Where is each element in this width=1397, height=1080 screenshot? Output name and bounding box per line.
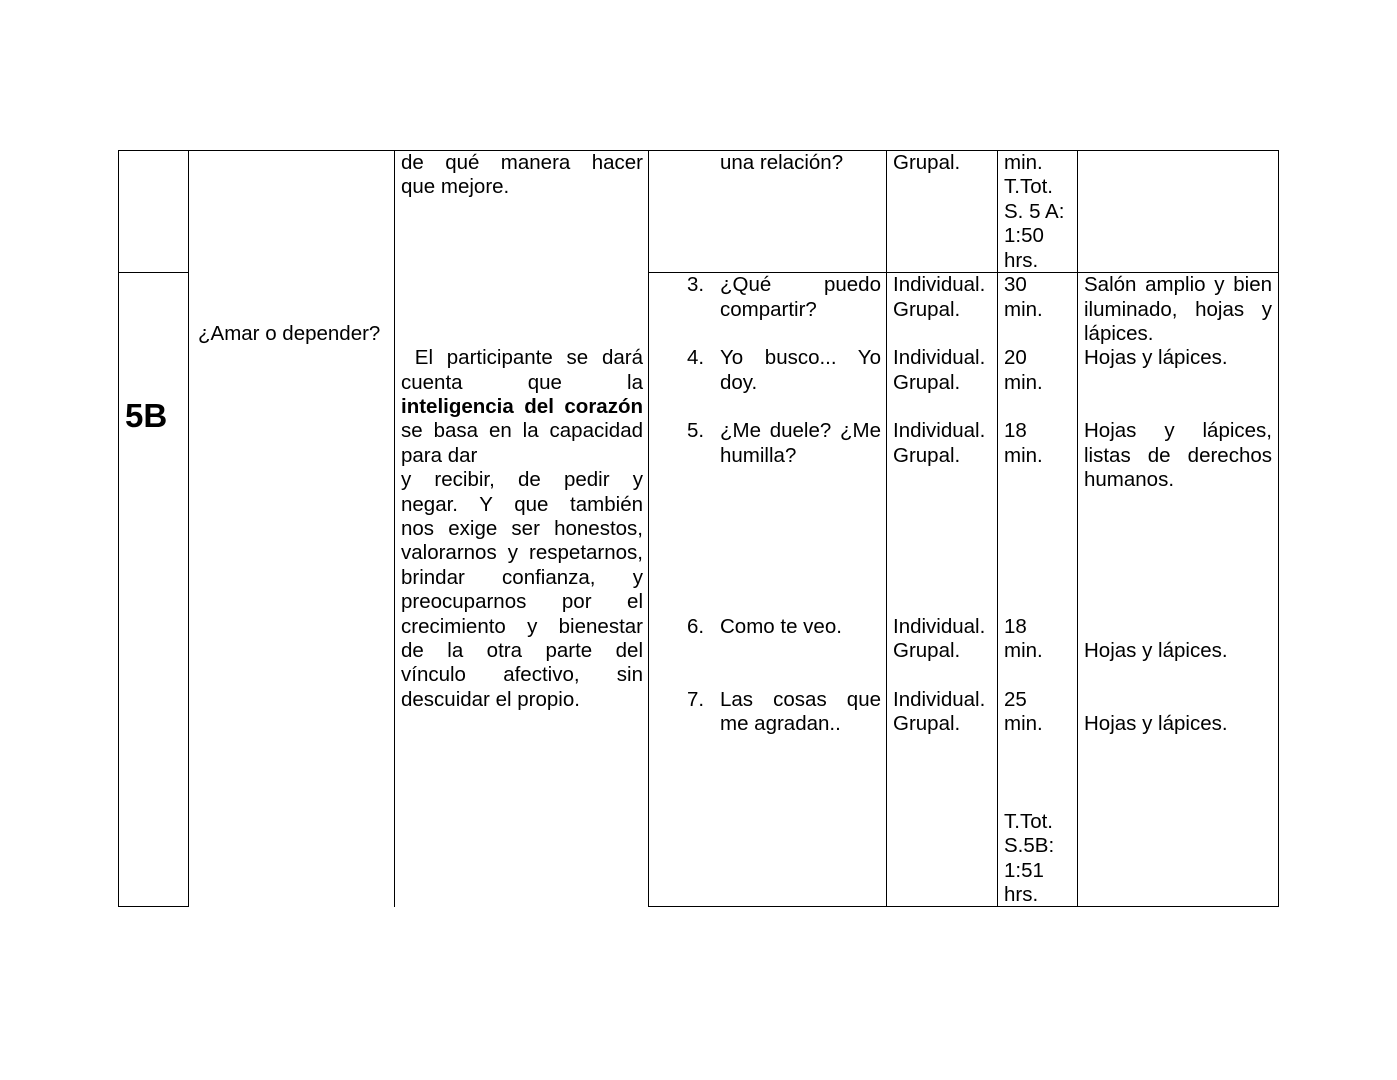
- prev-time-line: min.: [1004, 151, 1043, 174]
- activity-number: 3.: [687, 273, 705, 297]
- prev-time-line: S. 5 A:: [1004, 199, 1065, 223]
- objective-line: El participante se dará: [401, 346, 643, 370]
- objective-line-bold: inteligencia del corazón: [401, 395, 643, 418]
- total-time-line: hrs.: [1004, 883, 1039, 906]
- activity-mode: Grupal.: [893, 443, 961, 467]
- prev-time-line: T.Tot.: [1004, 175, 1053, 199]
- objective-line: nos exige ser honestos,: [401, 517, 643, 540]
- objective-prev-line-1: de qué manera hacer: [401, 151, 643, 174]
- activity-text: me agradan..: [720, 712, 841, 736]
- col-border-6: [997, 150, 998, 907]
- activity-mode: Individual.: [893, 614, 986, 638]
- activity-mode: Grupal.: [893, 297, 961, 321]
- activity-mode: Grupal.: [893, 639, 961, 662]
- activity-text: humilla?: [720, 443, 797, 467]
- objective-prev-line-2: que mejore.: [401, 175, 510, 199]
- col-border-1: [118, 150, 119, 907]
- bottom-border-right: [648, 906, 1279, 907]
- table-top-border: [118, 150, 1279, 151]
- activity-number: 4.: [687, 346, 705, 370]
- activity-number: 6.: [687, 614, 705, 638]
- activity-number: 5.: [687, 419, 705, 443]
- total-time-line: S.5B:: [1004, 834, 1055, 858]
- col-border-2: [188, 150, 189, 907]
- activity-text: ¿Qué puedo: [720, 273, 881, 297]
- objective-line: de la otra parte del: [401, 639, 643, 662]
- activity-time: min.: [1004, 443, 1043, 467]
- prev-time-line: hrs.: [1004, 248, 1039, 272]
- activity-time: min.: [1004, 712, 1043, 736]
- objective-line: brindar confianza, y: [401, 565, 643, 589]
- activity-mode: Grupal.: [893, 370, 961, 394]
- activity-materials: Hojas y lápices.: [1084, 712, 1228, 736]
- activity-materials: Hojas y lápices,: [1084, 419, 1272, 443]
- row-divider-left: [118, 272, 189, 273]
- objective-line: y recibir, de pedir y: [401, 468, 643, 492]
- session-label: 5B: [125, 397, 168, 434]
- activity-time: 20: [1004, 346, 1027, 370]
- activity-time: 18: [1004, 614, 1027, 638]
- activity-time: 30: [1004, 273, 1027, 297]
- activity-materials: iluminado, hojas y: [1084, 297, 1272, 321]
- objective-line: descuidar el propio.: [401, 687, 580, 711]
- objective-line: valorarnos y respetarnos,: [401, 541, 643, 565]
- total-time-line: 1:51: [1004, 858, 1044, 882]
- objective-line: negar. Y que también: [401, 492, 643, 516]
- activity-mode: Individual.: [893, 419, 986, 443]
- activity-materials: Salón amplio y bien: [1084, 273, 1272, 297]
- activity-materials: humanos.: [1084, 468, 1175, 492]
- activity-mode: Individual.: [893, 346, 986, 370]
- activity-mode: Grupal.: [893, 712, 961, 736]
- activity-text: Yo busco... Yo: [720, 346, 881, 370]
- session-title: ¿Amar o depender?: [198, 322, 381, 345]
- activity-text: compartir?: [720, 297, 817, 321]
- activity-materials: lápices.: [1084, 322, 1154, 346]
- activity-materials: listas de derechos: [1084, 443, 1272, 467]
- activity-text: Como te veo.: [720, 614, 842, 638]
- activity-time: min.: [1004, 370, 1043, 394]
- col-border-8: [1278, 150, 1279, 907]
- objective-line: vínculo afectivo, sin: [401, 663, 643, 687]
- objective-line: crecimiento y bienestar: [401, 614, 643, 638]
- activity-mode: Individual.: [893, 687, 986, 711]
- objective-line: se basa en la capacidad: [401, 419, 643, 443]
- bottom-border-left: [118, 906, 189, 907]
- objective-line: para dar: [401, 443, 478, 467]
- activity-time: min.: [1004, 639, 1043, 662]
- prev-mode: Grupal.: [893, 151, 961, 174]
- activity-materials: Hojas y lápices.: [1084, 639, 1228, 662]
- total-time-line: T.Tot.: [1004, 809, 1053, 833]
- col-border-5: [886, 150, 887, 907]
- activity-time: 18: [1004, 419, 1027, 443]
- col-border-4: [648, 150, 649, 907]
- activity-materials: Hojas y lápices.: [1084, 346, 1228, 370]
- activity-mode: Individual.: [893, 273, 986, 297]
- activity-time: min.: [1004, 297, 1043, 321]
- activity-time: 25: [1004, 687, 1027, 711]
- col-border-3: [394, 150, 395, 907]
- objective-line: cuenta que la: [401, 370, 643, 394]
- activity-text: doy.: [720, 370, 758, 394]
- objective-line: preocuparnos por el: [401, 590, 643, 614]
- activity-text: Las cosas que: [720, 687, 881, 711]
- col-border-7: [1077, 150, 1078, 907]
- activity-text: ¿Me duele? ¿Me: [720, 419, 881, 443]
- prev-time-line: 1:50: [1004, 224, 1044, 248]
- activity-number: 7.: [687, 687, 705, 711]
- prev-activity: una relación?: [720, 151, 844, 174]
